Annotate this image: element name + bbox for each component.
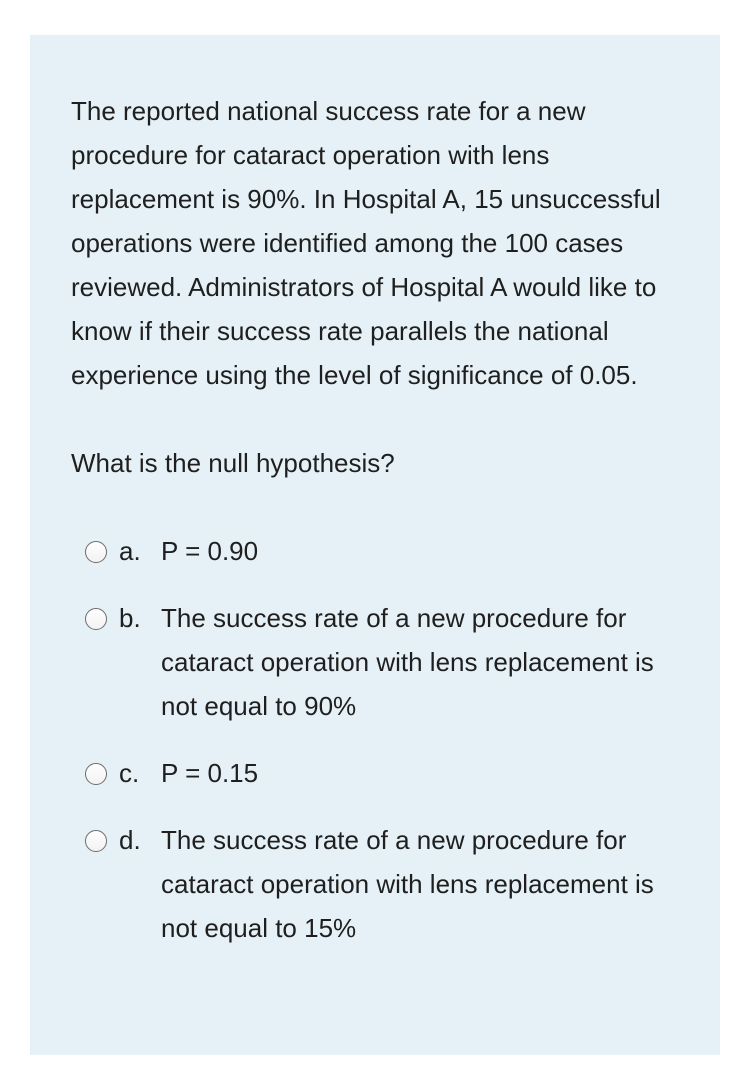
- option-text: The success rate of a new procedure for cataract operation with lens replacement is not equal to 90%: [161, 603, 654, 721]
- question-prompt: What is the null hypothesis?: [71, 448, 395, 478]
- option-text: P = 0.90: [161, 536, 259, 566]
- radio-button-a[interactable]: [85, 541, 107, 563]
- answer-option-c[interactable]: [85, 751, 680, 795]
- question-card: [30, 35, 720, 1055]
- radio-button-d[interactable]: [85, 830, 107, 852]
- radio-button-c[interactable]: [85, 763, 107, 785]
- answer-list: [71, 529, 680, 950]
- option-letter: c.: [119, 758, 140, 788]
- question-text: The reported national success rate for a new procedure for cataract operation with lens replacement is 90%. In Hospital A, 15 unsuccessful operations were identified among the 100 cases reviewed. Administrators of Hospital A would like to know if their success rate parallels the national experience using the level of significance of 0.05.: [71, 96, 661, 390]
- option-text: The success rate of a new procedure for cataract operation with lens replacement is not equal to 15%: [161, 825, 654, 943]
- answer-option-b[interactable]: [85, 596, 680, 728]
- option-letter: a.: [119, 536, 141, 566]
- option-letter: d.: [119, 825, 141, 855]
- radio-button-b[interactable]: [85, 608, 107, 630]
- option-letter: b.: [119, 603, 141, 633]
- answer-option-a[interactable]: [85, 529, 680, 573]
- answer-option-d[interactable]: [85, 818, 680, 950]
- option-text: P = 0.15: [161, 758, 259, 788]
